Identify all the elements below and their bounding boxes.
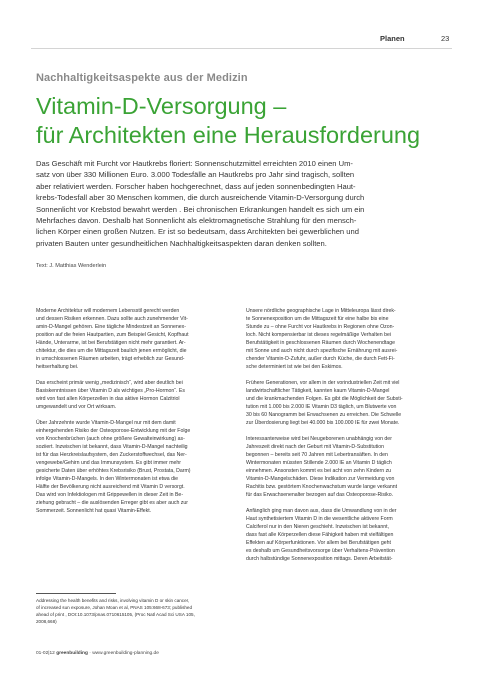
text-line: Wintermonaten müssten Stillende 2.000 IE an Vitamin D täglich xyxy=(246,460,392,466)
paragraph xyxy=(246,379,442,427)
text-line: Stunde zu – ohne Furcht vor Hautkrebs in Regionen ohne Ozon- xyxy=(246,324,395,330)
left-column xyxy=(36,307,232,523)
text-line: amin-D-Mangel gehören. Eine tägliche Mindestzeit an Sonnenex- xyxy=(36,324,186,330)
kicker: Nachhaltigkeitsaspekte aus der Medizin xyxy=(36,72,248,84)
lead-line: privaten Bauten unter gesundheitlichen Nachhaltigkeitsaspekten daran denken sollten. xyxy=(36,238,327,248)
paragraph xyxy=(246,307,442,371)
text-line: Jahreszeit direkt nach der Geburt mit Vitamin-D-Substitution xyxy=(246,444,385,450)
lead-line: aber relativiert werden. Forscher haben hochgerechnet, dass auf jeden sonnenbedingten Haut- xyxy=(36,181,356,191)
text-line: ziehung gebracht – die auslösenden Erreger gibt es aber auch zur xyxy=(36,500,188,506)
byline: Text: J. Matthias Wenderlein xyxy=(36,263,107,269)
text-line: einhergehenden Risiko der Osteoporose-Entwicklung mit der Folge xyxy=(36,428,191,434)
lead-paragraph xyxy=(36,158,456,249)
text-line: Basiskenntnissen über Vitamin D als wichtiges „Pro-Hormon“. Es xyxy=(36,388,185,394)
footer-url: · www.greenbuilding-planning.de xyxy=(89,651,159,656)
text-line: 30 bis 60 Nanogramm bei Erwachsenen zu erreichen. Die Schwelle xyxy=(246,412,402,418)
text-line: Hände, Unterarme, ist bei Berufstätigen nicht mehr garantiert. Ar- xyxy=(36,340,186,346)
footnote-rule xyxy=(36,593,116,594)
text-line: Über Jahrzehnte wurde Vitamin-D-Mangel nur mit dem damit xyxy=(36,420,176,426)
lead-line: satz von über 330 Millionen Euro. 3.000 Todesfälle an Hautkrebs pro Jahr sind tragisch, sollten xyxy=(36,170,355,180)
text-line: soziiert. Inzwischen ist bekannt, dass Vitamin-D-Mangel nachteilig xyxy=(36,444,188,450)
text-line: Sommerzeit. Sonnenlicht hat quasi Vitamin-Effekt. xyxy=(36,508,152,514)
paragraph xyxy=(246,435,442,499)
text-line: chitektur, die dies um die Mittagszeit baulich jenen ermöglicht, die xyxy=(36,348,187,354)
footnote-line: of increased sun exposure, Johan Moan et al, PNAS 105:668-673; published xyxy=(36,605,193,610)
text-line: Das erscheint primär wenig „medizinisch“, wird aber deutlich bei xyxy=(36,380,183,386)
text-line: umgewandelt und vor Ort wirksam. xyxy=(36,404,117,410)
text-line: Vitamin-D-Mangelschäden. Diese Indikation zur Vermeidung von xyxy=(246,476,395,482)
right-column xyxy=(246,307,442,571)
text-line: Interessanterweise wird bei Neugeborenen unabhängig von der xyxy=(246,436,392,442)
text-line: infolge Vitamin-D-Mangels. In den Wintermonaten ist etwa die xyxy=(36,476,179,482)
section-label: Planen xyxy=(380,34,405,43)
lead-line: Das Geschäft mit Furcht vor Hautkrebs floriert: Sonnenschutzmittel erreichten 2010 einen Um- xyxy=(36,159,353,168)
title-line: für Architekten eine Herausforderung xyxy=(36,122,421,148)
text-line: Rachitis bzw. gestörtem Knochenwachstum wurde lange verkannt xyxy=(246,484,398,490)
page-number: 23 xyxy=(441,34,450,43)
text-line: für das Erwachsenenalter bezogen auf das Osteoporose-Risiko. xyxy=(246,492,394,498)
text-line: te Sonnenexposition um die Mittagszeit für eine halbe bis eine xyxy=(246,316,389,322)
page-footer xyxy=(36,651,159,656)
footer-issue: 01-02|12 xyxy=(36,651,55,656)
text-line: es deshalb um Gesundheitsvorsorge über Verhaltens-Prävention xyxy=(246,548,395,554)
footnote-line: 2008,668) xyxy=(36,619,57,624)
footnote xyxy=(36,597,236,625)
text-line: Unsere nördliche geographische Lage in Mitteleuropa lässt direk- xyxy=(246,308,396,314)
footer-brand: greenbuilding xyxy=(56,651,88,656)
text-line: mit Sonne und auch nicht durch spezifische Ernährung mit ausrei- xyxy=(246,348,398,354)
header-rule xyxy=(31,48,452,49)
paragraph xyxy=(36,307,232,371)
text-line: landwirtschaftlicher Tätigkeit, kannten kaum Vitamin-D-Mangel xyxy=(246,388,390,394)
text-line: Das wird von Infektiologen mit Grippewellen in dieser Zeit in Be- xyxy=(36,492,184,498)
footnote-line: ahead of print , DOI:10.1073/pnas.0710615105, (Proc Natl Acad Sci USA 105, xyxy=(36,612,195,617)
text-line: heitserhaltung bei. xyxy=(36,364,79,370)
text-line: vengewebe/Gehirn und das Immunsystem. Es gibt immer mehr xyxy=(36,460,182,466)
text-line: Frühere Generationen, vor allem in der vorindustriellen Zeit mit viel xyxy=(246,380,400,386)
title-line: Vitamin-D-Versorgung – xyxy=(36,93,287,119)
text-line: Hälfte der Bevölkerung nicht ausreichend mit Vitamin D versorgt. xyxy=(36,484,185,490)
text-line: Berufstätigkeit in geschlossenen Räumen durch Wochenendtage xyxy=(246,340,395,346)
text-line: zur Überdosierung liegt bei 40.000 bis 100.000 IE für zwei Monate. xyxy=(246,420,400,426)
text-line: durch halbstündige Sonnenexposition mittags. Deren Arbeitstät- xyxy=(246,556,393,562)
paragraph xyxy=(36,419,232,515)
text-line: in umschlossenen Räumen arbeiten, trägt erheblich zur Gesund- xyxy=(36,356,185,362)
text-line: position auf die freien Hautpartien, zum Beispiel Gesicht, Kopfhaut xyxy=(36,332,189,338)
lead-line: krebs-Todesfall aber 30 Menschen kommen, die durch ausreichende Vitamin-D-Versorgung durch xyxy=(36,193,365,203)
text-line: sche determiniert ist wie bei den Eskimos. xyxy=(246,364,343,370)
text-line: von Knochenbrüchen (auch ohne größere Gewalteinwirkung) as- xyxy=(36,436,185,442)
text-line: Moderne Architektur will modernem Lebensstil gerecht werden xyxy=(36,308,180,314)
text-line: Calciferol nur in den Nieren geschieht. Inzwischen ist bekannt, xyxy=(246,524,390,530)
text-line: Effekten auf Körperfunktionen. Vor allem bei Berufstätigen geht xyxy=(246,540,391,546)
paragraph xyxy=(36,379,232,411)
lead-line: lichen Körper einen großen Nutzen. Er ist so bedeutsam, dass Architekten bei gewerblichen und xyxy=(36,227,359,237)
text-line: dass fast alle Körperzellen diese Fähigkeit haben mit vielfältigen xyxy=(246,532,394,538)
text-line: chender Vitamin-D-Zufuhr, außer durch Küche, die durch Fett-Fi- xyxy=(246,356,395,362)
text-line: wird von fast allen Körperzellen in das aktive Hormon Calzitriol xyxy=(36,396,180,402)
text-line: gesicherte Daten über erhöhtes Krebsrisiko (Brust, Prostata, Darm) xyxy=(36,468,191,474)
text-line: tution mit 1.000 bis 2.000 IE Vitamin D3 täglich, um Blutwerte von xyxy=(246,404,397,410)
paragraph xyxy=(246,507,442,563)
text-line: Haut synthetisiertem Vitamin D in die wesentliche aktivere Form xyxy=(246,516,393,522)
text-line: und die krankmachenden Folgen. Es gibt die Möglichkeit der Substi- xyxy=(246,396,403,402)
lead-line: Sonnenlicht vor Krebstod bewahrt werden . Bei chronischen Erkrankungen handelt es sich um ein xyxy=(36,204,365,214)
text-line: loch. Nicht kompensierbar ist dieses regelmäßige Verhalten bei xyxy=(246,332,392,338)
text-line: begonnen – bereits seit 70 Jahren mit Lebertransäften. In den xyxy=(246,452,388,458)
text-line: einnehmen. Ansonsten kommt es bei acht von zehn Kindern zu xyxy=(246,468,392,474)
text-line: Anfänglich ging man davon aus, dass die Umwandlung von in der xyxy=(246,508,397,514)
footnote-line: Addressing the health benefits and risks, involving vitamin D or skin cancer, xyxy=(36,598,190,603)
article-title xyxy=(36,92,456,150)
text-line: und dessen Risiken erkennen. Dazu sollte auch zunehmender Vit- xyxy=(36,316,188,322)
text-line: ist für das Herzkreislaufsystem, den Zuckerstoffwechsel, das Ner- xyxy=(36,452,187,458)
lead-line: Mehrfaches davon. Deshalb hat Sonnenlicht als elektromagnetische Strahlung für den mensch- xyxy=(36,216,357,226)
